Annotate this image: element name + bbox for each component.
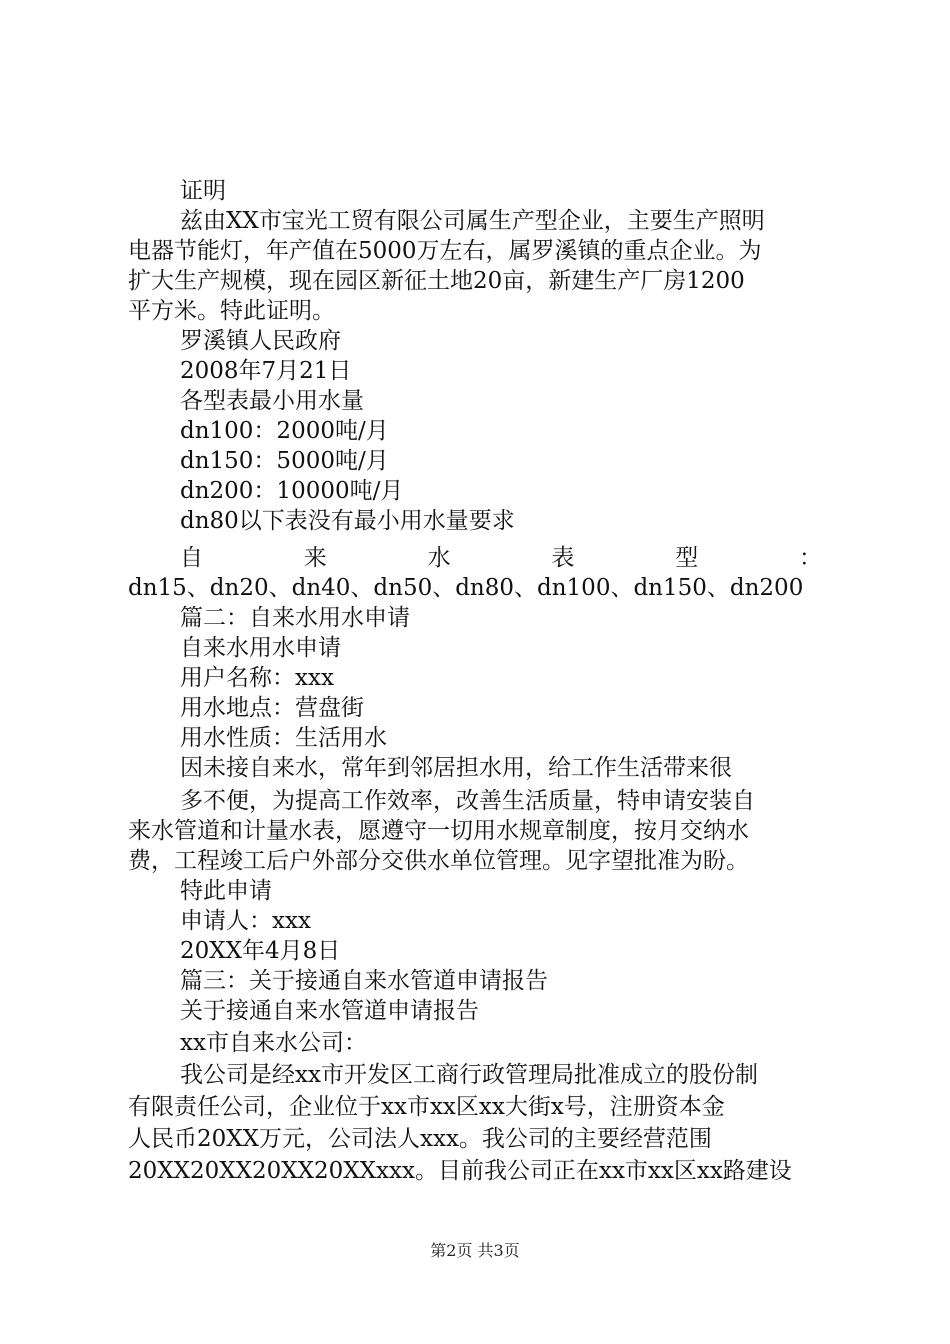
text-line: dn200：10000吨/月 (180, 478, 404, 504)
spread-char: 水 (427, 545, 451, 571)
date-line: 20XX年4月8日 (180, 938, 341, 964)
spread-line (180, 543, 822, 573)
text-line: 因未接自来水，常年到邻居担水用，给工作生活带来很 (180, 755, 732, 781)
spread-char: ： (798, 545, 822, 571)
text-line: 费，工程竣工后户外部分交供水单位管理。见字望批准为盼。 (128, 848, 749, 874)
doc-title: 自来水用水申请 (180, 635, 341, 661)
section-heading: 各型表最小用水量 (180, 388, 364, 414)
text-line: 有限责任公司，企业位于xx市xx区xx大街x号，注册资本金 (128, 1094, 725, 1120)
text-line: 扩大生产规模，现在园区新征土地20亩，新建生产厂房1200 (128, 268, 745, 294)
text-line: 人民币20XX万元，公司法人xxx。我公司的主要经营范围 (128, 1126, 712, 1152)
text-line: 来水管道和计量水表，愿遵守一切用水规章制度，按月交纳水 (128, 818, 749, 844)
text-line: 我公司是经xx市开发区工商行政管理局批准成立的股份制 (180, 1062, 758, 1088)
spread-char: 自 (180, 545, 203, 571)
text-line: 兹由XX市宝光工贸有限公司属生产型企业，主要生产照明 (180, 208, 765, 234)
text-line: 电器节能灯，年产值在5000万左右，属罗溪镇的重点企业。为 (128, 238, 762, 264)
section-heading: 篇二：自来水用水申请 (180, 605, 410, 631)
spread-char: 表 (551, 545, 575, 571)
text-line: dn80以下表没有最小用水量要求 (180, 508, 515, 534)
text-line: 用水地点：营盘街 (180, 695, 364, 721)
text-line: 平方米。特此证明。 (128, 298, 335, 324)
text-line: 用户名称：xxx (180, 665, 334, 691)
text-line: 特此申请 (180, 878, 272, 904)
spread-char: 型 (675, 545, 699, 571)
addressee: xx市自来水公司： (180, 1030, 367, 1056)
spread-char: 来 (303, 545, 327, 571)
signature-line: 申请人：xxx (180, 908, 311, 934)
text-line: dn15、dn20、dn40、dn50、dn80、dn100、dn150、dn200 (128, 575, 804, 601)
doc-title: 关于接通自来水管道申请报告 (180, 998, 479, 1024)
signature-org: 罗溪镇人民政府 (180, 328, 341, 354)
section-heading: 篇三：关于接通自来水管道申请报告 (180, 968, 548, 994)
page-number: 第2页 共3页 (430, 1241, 520, 1260)
doc-title: 证明 (180, 178, 226, 204)
text-line: dn100：2000吨/月 (180, 418, 389, 444)
text-line: 用水性质：生活用水 (180, 725, 387, 751)
text-line: 多不便，为提高工作效率，改善生活质量，特申请安装自 (180, 788, 755, 814)
text-line: 20XX20XX20XX20XXxxx。目前我公司正在xx市xx区xx路建设 (128, 1158, 792, 1184)
date-line: 2008年7月21日 (180, 358, 352, 384)
text-line: dn150：5000吨/月 (180, 448, 389, 474)
